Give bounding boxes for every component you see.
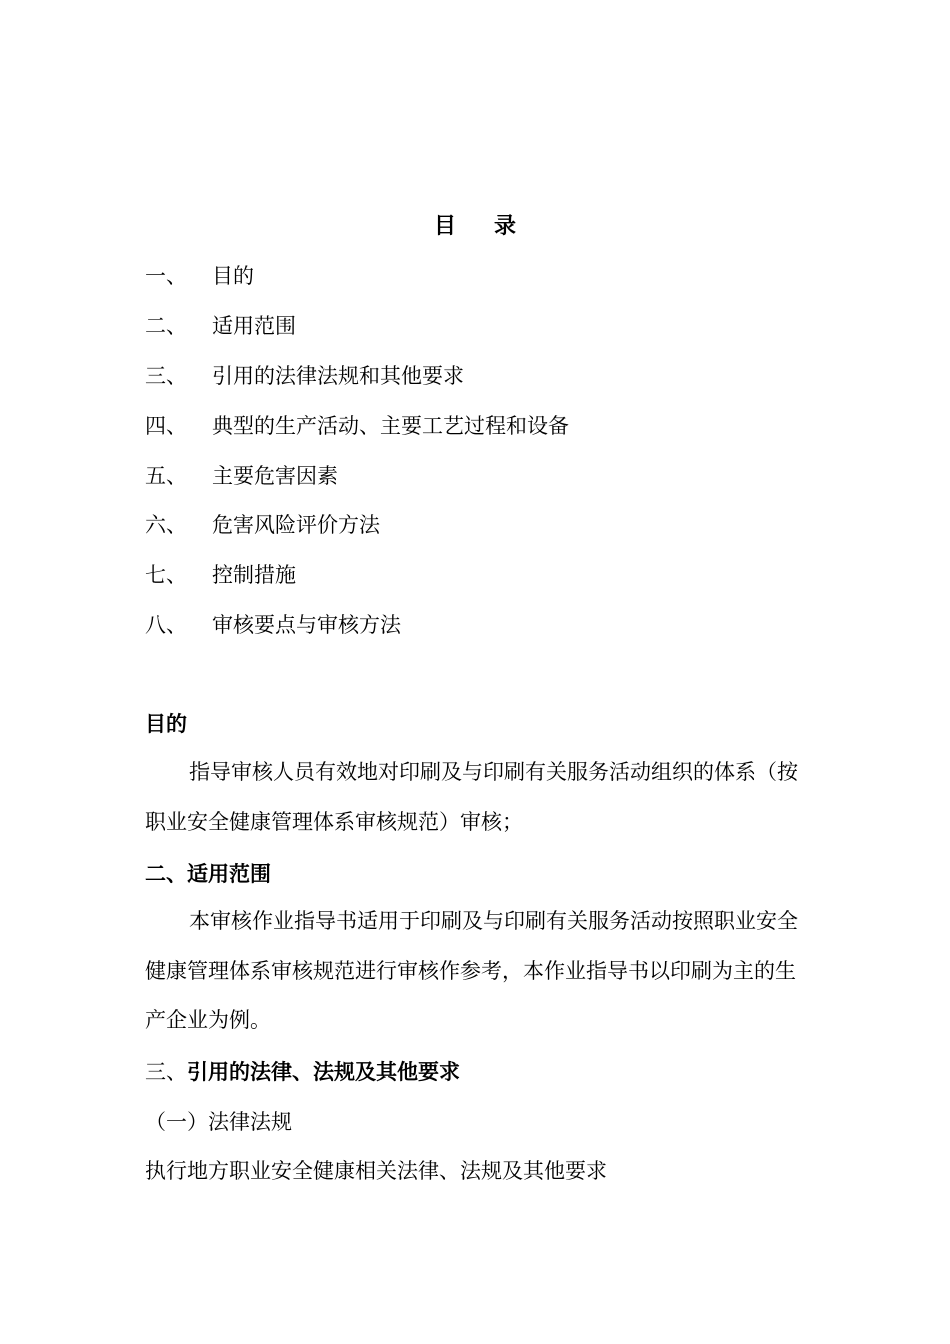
toc-title-char-2: 录 [494,213,517,239]
section-3-heading-prefix: 三、 [145,1060,187,1084]
toc-item-label: 目的 [212,264,254,288]
toc-item-number: 二、 [145,314,187,338]
toc-item-4 [145,412,569,440]
toc-item-number: 三、 [145,364,187,388]
toc-item-8 [145,611,401,639]
toc-item-label: 适用范围 [212,314,296,338]
section-1-body [145,748,810,847]
toc-item-label: 典型的生产活动、主要工艺过程和设备 [212,414,569,438]
toc-item-number: 四、 [145,414,187,438]
toc-item-number: 一、 [145,264,187,288]
section-3-body: 执行地方职业安全健康相关法律、法规及其他要求 [145,1159,607,1183]
toc-item-6 [145,511,380,539]
toc-item-number: 五、 [145,464,187,488]
section-3-heading [145,1058,460,1086]
toc-title [0,212,950,240]
section-2-heading: 二、适用范围 [145,861,271,886]
section-1-heading: 目的 [145,711,187,736]
toc-item-label: 主要危害因素 [212,464,338,488]
toc-item-label: 审核要点与审核方法 [212,613,401,637]
section-3-heading-text: 引用的法律、法规及其他要求 [187,1059,460,1084]
toc-item-5 [145,462,338,490]
toc-item-2 [145,312,296,340]
toc-item-label: 危害风险评价方法 [212,513,380,537]
toc-title-char-1: 目 [433,213,456,239]
toc-item-label: 控制措施 [212,563,296,587]
section-2-body-text: 本审核作业指导书适用于印刷及与印刷有关服务活动按照职业安全健康管理体系审核规范进行审核作参考，本作业指导书以印刷为主的生产企业为例。 [145,909,798,1033]
section-1-body-text: 指导审核人员有效地对印刷及与印刷有关服务活动组织的体系（按职业安全健康管理体系审核规范）审核； [145,760,798,834]
toc-item-3 [145,362,464,390]
section-3-subheading: （一）法律法规 [145,1110,292,1134]
toc-item-number: 八、 [145,613,187,637]
toc-item-7 [145,561,296,589]
section-2-body [145,897,810,1046]
toc-item-1 [145,262,254,290]
toc-item-label: 引用的法律法规和其他要求 [212,364,464,388]
toc-item-number: 七、 [145,563,187,587]
toc-item-number: 六、 [145,513,187,537]
